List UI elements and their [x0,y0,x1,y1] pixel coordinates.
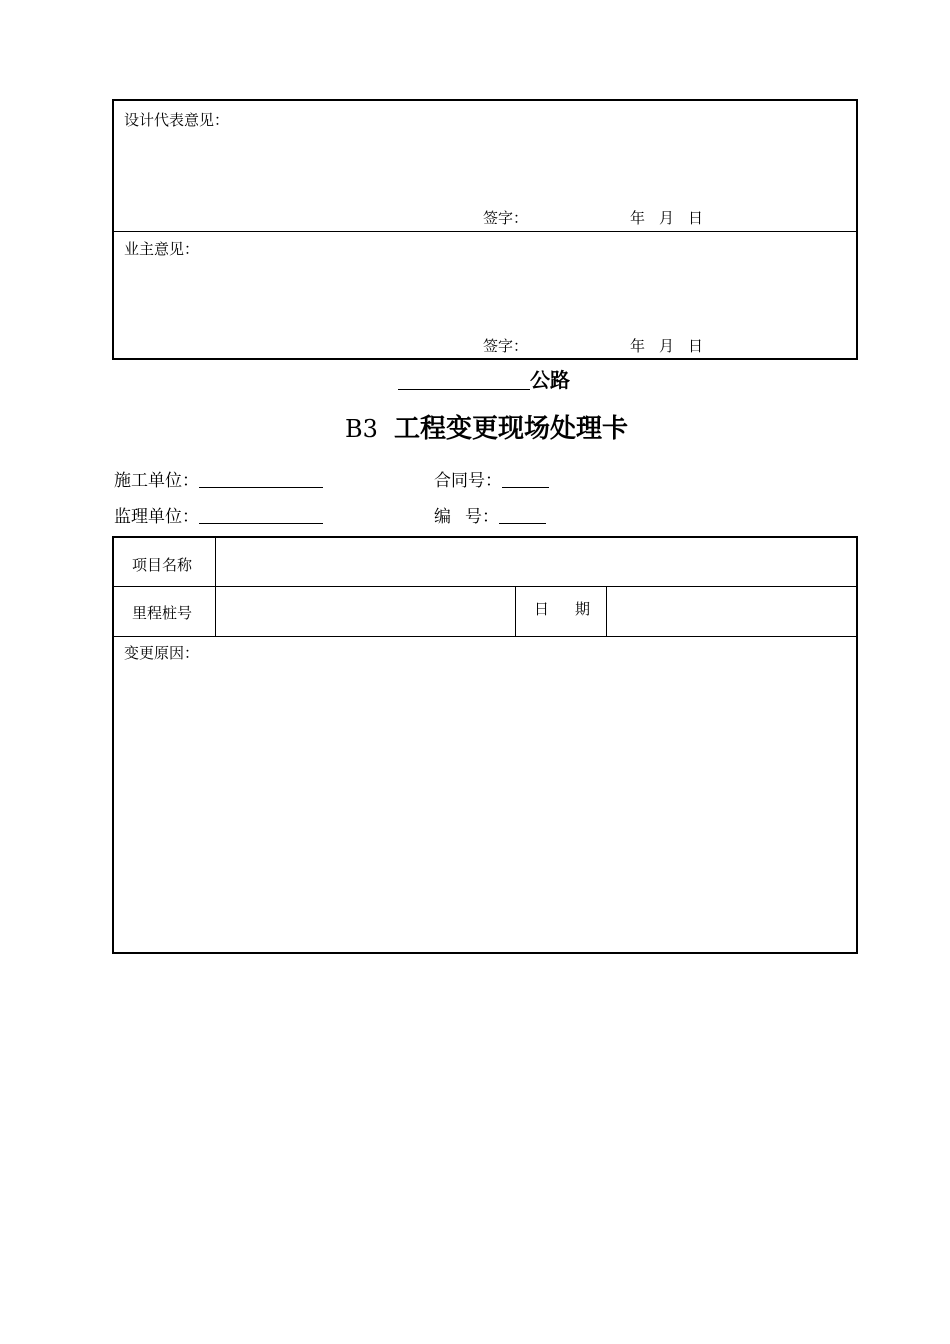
row-divider [114,586,856,587]
date-month: 月 [659,337,675,355]
row-divider [114,636,856,637]
date-year: 年 [630,209,646,227]
mileage-label: 里程桩号 [132,604,193,622]
date-label-2: 期 [575,600,591,618]
column-divider [515,586,516,636]
road-name-line [398,364,570,393]
change-card-table [112,536,858,954]
owner-opinion-label: 业主意见： [124,240,200,258]
contract-no-label: 合同号： [434,471,502,491]
serial-no-field [434,502,546,527]
change-reason-label: 变更原因： [124,644,200,662]
design-sign-label: 签字： [483,209,529,227]
date-year: 年 [630,337,646,355]
road-suffix: 公路 [530,368,570,392]
date-month: 月 [659,209,675,227]
design-opinion-section [114,101,856,232]
supervisor-field [114,502,323,527]
supervisor-blank [199,505,323,524]
date-label-1: 日 [534,600,550,618]
date-day: 日 [688,209,704,227]
project-name-label: 项目名称 [132,556,193,574]
serial-no-blank [499,505,546,524]
contractor-label: 施工单位： [114,471,199,491]
owner-sign-label: 签字： [483,337,529,355]
date-day: 日 [688,337,704,355]
design-date [630,207,717,228]
contract-no-blank [502,469,549,488]
contract-no-field [434,466,549,491]
date-label [534,598,616,619]
form-code: B3 [345,415,378,443]
form-name: 工程变更现场处理卡 [393,414,628,444]
design-opinion-label: 设计代表意见： [124,111,230,129]
contractor-field [114,466,323,491]
serial-no-label-1: 编 [434,507,451,527]
serial-no-label-2: 号： [465,507,499,527]
road-name-blank [398,369,530,390]
column-divider [215,538,216,636]
page-title [0,408,950,445]
supervisor-label: 监理单位： [114,507,199,527]
owner-date [630,335,717,356]
owner-opinion-section [114,232,856,358]
contractor-blank [199,469,323,488]
opinion-table [112,99,858,360]
